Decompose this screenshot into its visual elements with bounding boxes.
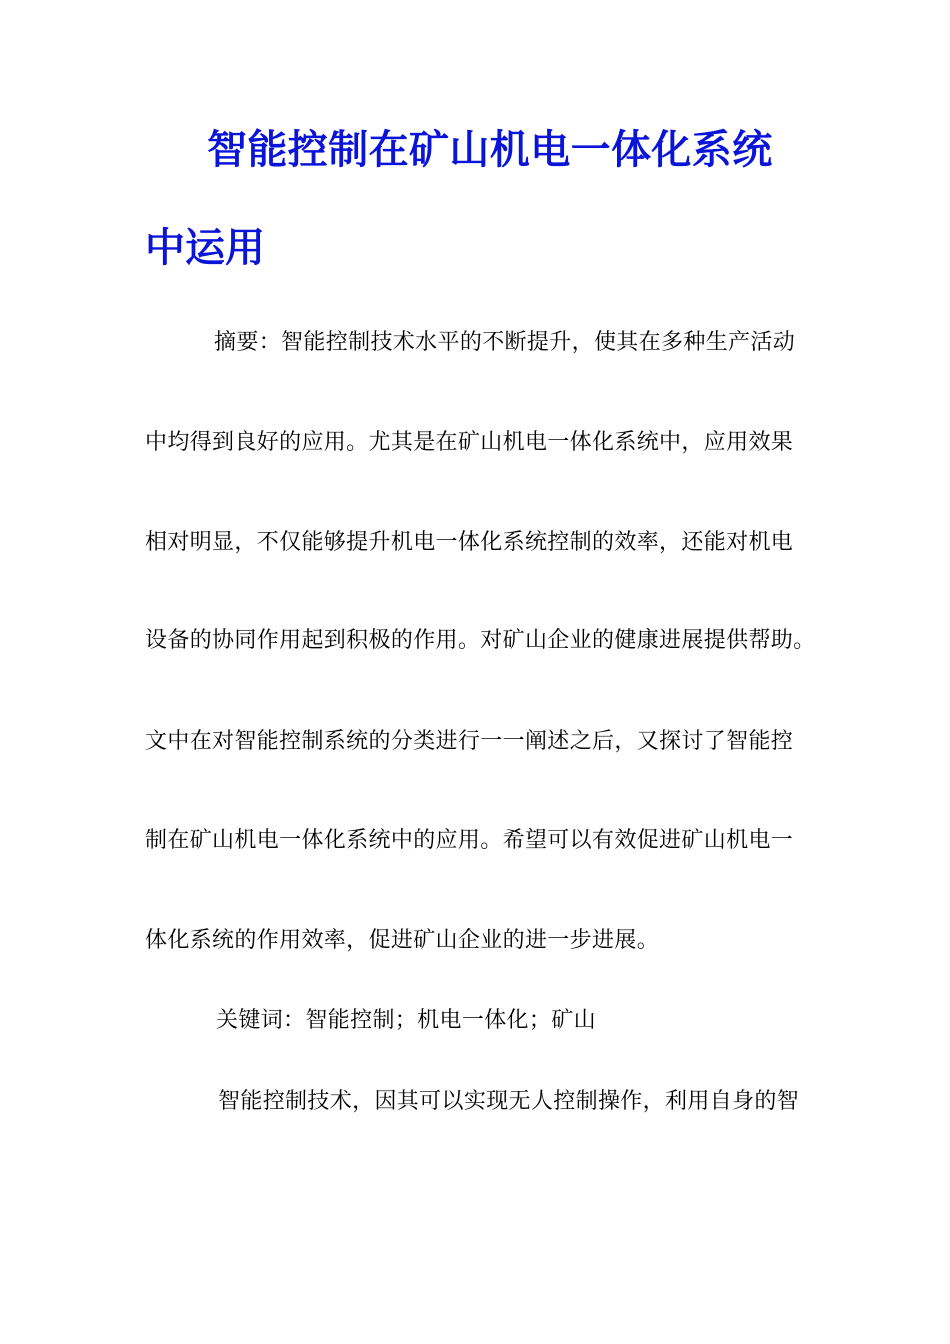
abstract-line-2: 中均得到良好的应用。尤其是在矿山机电一体化系统中，应用效果 <box>145 430 794 455</box>
body-line-1: 智能控制技术，因其可以实现无人控制操作，利用自身的智 <box>218 1089 800 1114</box>
abstract-line-7: 体化系统的作用效率，促进矿山企业的进一步进展。 <box>145 928 660 953</box>
document-title-line-1: 智能控制在矿山机电一体化系统 <box>207 127 773 173</box>
abstract-line-5: 文中在对智能控制系统的分类进行一一阐述之后，又探讨了智能控 <box>145 729 794 754</box>
abstract-line-1: 摘要：智能控制技术水平的不断提升，使其在多种生产活动 <box>214 330 796 355</box>
keywords-line: 关键词：智能控制；机电一体化；矿山 <box>216 1008 596 1033</box>
abstract-line-6: 制在矿山机电一体化系统中的应用。希望可以有效促进矿山机电一 <box>145 828 794 853</box>
abstract-line-4: 设备的协同作用起到积极的作用。对矿山企业的健康进展提供帮助。 <box>145 628 816 653</box>
abstract-line-3: 相对明显，不仅能够提升机电一体化系统控制的效率，还能对机电 <box>145 530 794 555</box>
document-title-line-2: 中运用 <box>145 225 265 271</box>
